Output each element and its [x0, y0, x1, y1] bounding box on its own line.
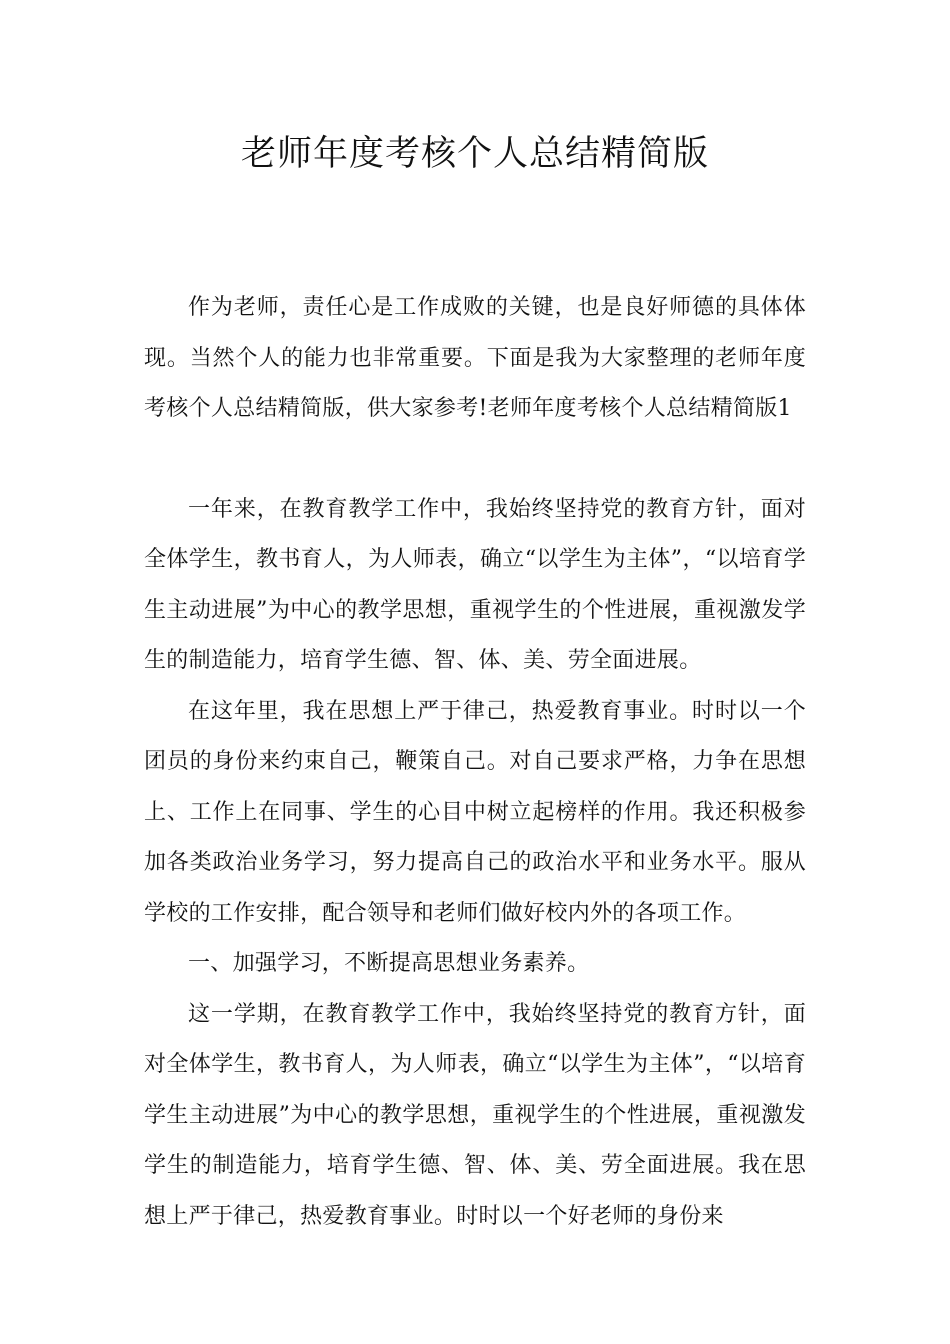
body-paragraph-3: 这一学期，在教育教学工作中，我始终坚持党的教育方针，面对全体学生，教书育人，为人师表，确立“以学生为主体”，“以培育学生主动进展”为中心的教学思想，重视学生的个性进展，重视激发学生的制造能力，培育学生德、智、体、美、劳全面进展。我在思想上严于律己，热爱教育事业。时时以一个好老师的身份来 [144, 1001, 806, 1229]
intro-paragraph: 作为老师，责任心是工作成败的关键，也是良好师德的具体体现。当然个人的能力也非常重要。下面是我为大家整理的老师年度考核个人总结精简版，供大家参考!老师年度考核个人总结精简版1 [144, 295, 806, 421]
body-paragraph-1: 一年来，在教育教学工作中，我始终坚持党的教育方针，面对全体学生，教书育人，为人师表，确立“以学生为主体”，“以培育学生主动进展”为中心的教学思想，重视学生的个性进展，重视激发学生的制造能力，培育学生德、智、体、美、劳全面进展。 [144, 496, 806, 673]
document-body [144, 283, 806, 1242]
section-heading-1: 一、加强学习，不断提高思想业务素养。 [188, 951, 590, 976]
body-paragraph-2: 在这年里，我在思想上严于律己，热爱教育事业。时时以一个团员的身份来约束自己，鞭策自己。对自己要求严格，力争在思想上、工作上在同事、学生的心目中树立起榜样的作用。我还积极参加各类政治业务学习，努力提高自己的政治水平和业务水平。服从学校的工作安排，配合领导和老师们做好校内外的各项工作。 [144, 698, 806, 926]
document-title: 老师年度考核个人总结精简版 [240, 134, 709, 174]
